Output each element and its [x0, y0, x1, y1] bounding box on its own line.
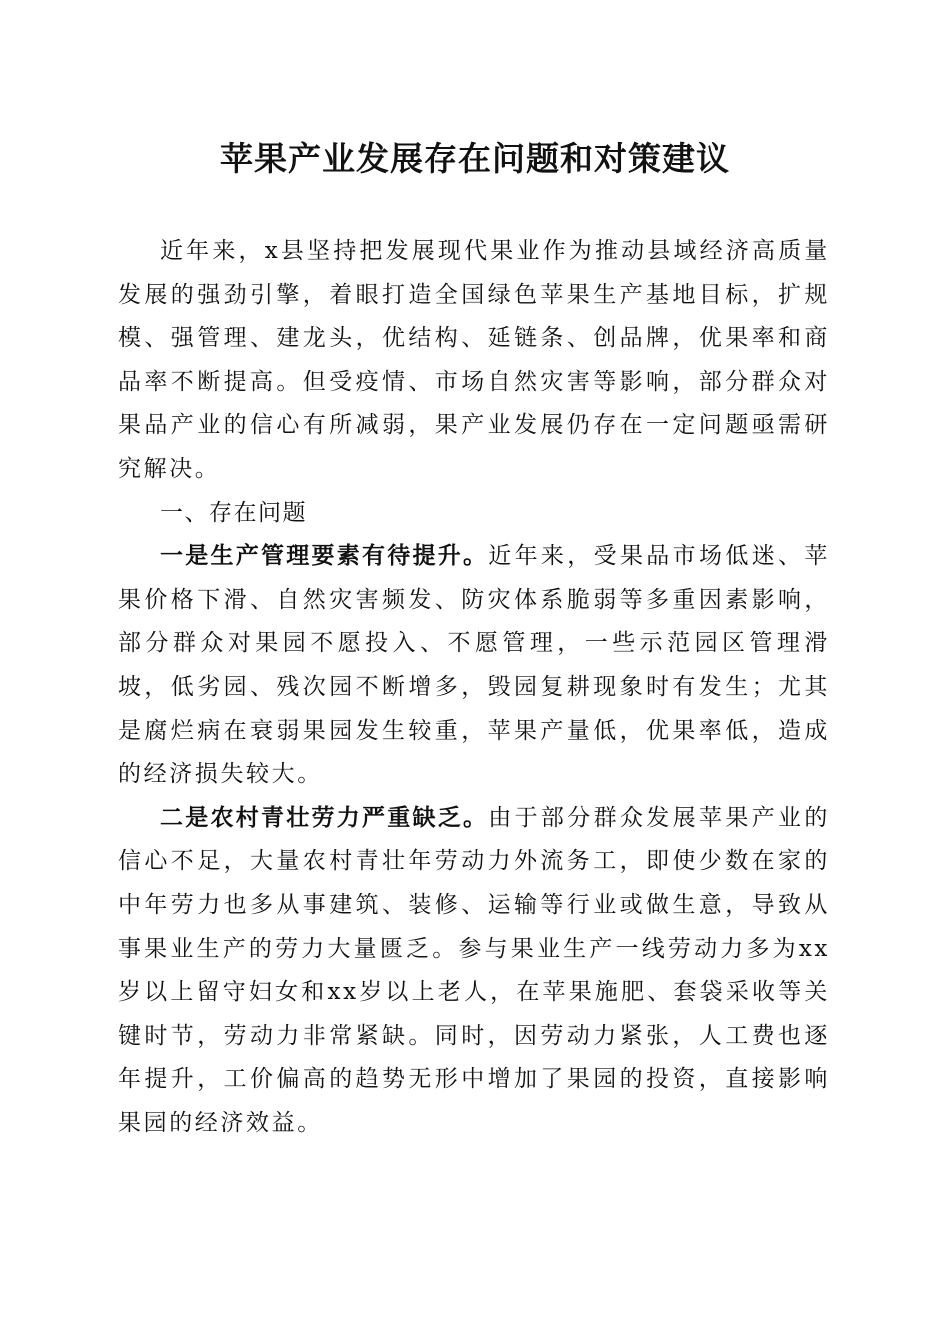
problem-2-text: 由于部分群众发展苹果产业的信心不足，大量农村青壮年劳动力外流务工，即使少数在家的中年劳力也多从事建筑、装修、运输等行业或做生意，导致从事果业生产的劳力大量匮乏。参与果业生产一线劳动力多为xx岁以上留守妇女和xx岁以上老人，在苹果施肥、套袋采收等关键时节，劳动力非常紧缺。同时，因劳动力紧张，人工费也逐年提升，工价偏高的趋势无形中增加了果园的投资，直接影响果园的经济效益。: [118, 804, 830, 1136]
problem-paragraph-2: [118, 797, 830, 1146]
problem-2-lead: 二是农村青壮劳力严重缺乏。: [160, 804, 489, 831]
problem-1-lead: 一是生产管理要素有待提升。: [160, 543, 489, 570]
section-heading-problems: 一、存在问题: [160, 499, 307, 526]
problem-paragraph-1: [118, 535, 830, 797]
document-title: 苹果产业发展存在问题和对策建议: [220, 139, 730, 178]
problem-1-text: 近年来，受果品市场低迷、苹果价格下滑、自然灾害频发、防灾体系脆弱等多重因素影响，部分群众对果园不愿投入、不愿管理，一些示范园区管理滑坡，低劣园、残次园不断增多，毁园复耕现象时有发生；尤其是腐烂病在衰弱果园发生较重，苹果产量低，优果率低，造成的经济损失较大。: [118, 543, 830, 788]
document-body: [118, 230, 830, 1145]
intro-paragraph: 近年来，x县坚持把发展现代果业作为推动县域经济高质量发展的强劲引擎，着眼打造全国绿色苹果生产基地目标，扩规模、强管理、建龙头，优结构、延链条、创品牌，优果率和商品率不断提高。但受疫情、市场自然灾害等影响，部分群众对果品产业的信心有所减弱，果产业发展仍存在一定问题亟需研究解决。: [118, 238, 830, 482]
